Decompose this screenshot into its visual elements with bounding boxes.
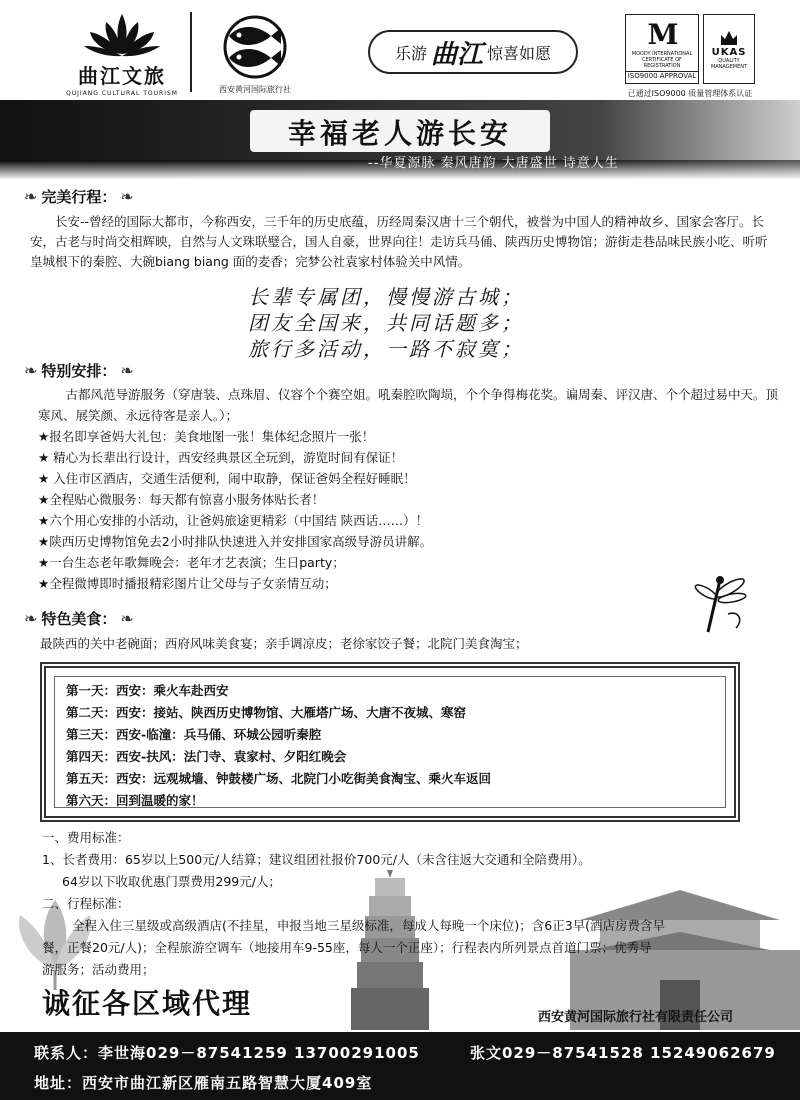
itinerary-day: 第四天：西安-扶风：法门寺、袁家村、夕阳红晚会 xyxy=(66,749,347,764)
itinerary-day: 第二天：西安：接站、陕西历史博物馆、大雁塔广场、大唐不夜城、寒窑 xyxy=(66,705,467,720)
moody-line2: CERTIFICATE OF REGISTRATION xyxy=(642,57,682,69)
slogan-badge xyxy=(368,30,578,74)
special-item: ★全程微博即时播报精彩图片让父母与子女亲情互动； xyxy=(38,576,337,591)
header xyxy=(0,0,800,100)
itinerary-day: 第五天：西安：远观城墙、钟鼓楼广场、北院门小吃街美食淘宝、乘火车返回 xyxy=(66,771,492,786)
fee-line1: 1、长者费用：65岁以上500元/人结算；建议组团社报价700元/人（未含往返大交通和全陪费用）。 xyxy=(42,852,591,867)
section-food-heading xyxy=(20,608,138,629)
special-item: ★一台生态老年歌舞晚会：老年才艺表演；生日party； xyxy=(38,555,345,570)
company-name: 西安黄河国际旅行社有限责任公司 xyxy=(538,1010,734,1025)
slogan-left: 乐游 xyxy=(394,43,427,63)
special-item: ★报名即享爸妈大礼包：美食地图一张！集体纪念照片一张！ xyxy=(38,429,375,444)
page-subtitle: --华夏源脉 秦风唐韵 大唐盛世 诗意人生 xyxy=(368,156,619,171)
itinerary-day: 第一天：西安：乘火车赴西安 xyxy=(66,683,229,698)
qujiang-logo xyxy=(62,10,182,97)
lotus-logo-icon xyxy=(82,10,162,58)
special-item: ★ 入住市区酒店，交通生活便利，闹中取静，保证爸妈全程好睡眠！ xyxy=(38,471,416,486)
dragonfly-icon xyxy=(690,570,750,640)
address-label: 地址： xyxy=(34,1074,83,1092)
moody-line1: MOODY INTERNATIONAL xyxy=(631,51,693,57)
fee-heading2: 二、行程标准： xyxy=(42,896,130,911)
contact-row xyxy=(34,1042,420,1063)
special-item: ★陕西历史博物馆免去2小时排队快速进入并安排国家高级导游员讲解。 xyxy=(38,534,433,549)
fee-line3: 全程入住三星级或高级酒店(不挂星，申报当地三星级标准，每成人每晚一个床位)；含6正3早(酒店房费含早 xyxy=(72,918,666,933)
section-food-title: 特色美食： xyxy=(41,610,117,628)
section-special-heading xyxy=(20,360,138,381)
itinerary-intro-text: 长安--曾经的国际大都市，今称西安，三千年的历史底蕴，历经周秦汉唐十三个朝代，被誉为中国人的精神故乡、国家会客厅。长安，古老与时尚交相辉映，自然与人文珠联璧合，国人自豪，世界向往！走访兵马俑、陕西历史博物馆；游街走巷品味民族小吃、听听皇城根下的秦腔、大碗biang biang 面的麦香；完梦公社袁家村体验关中风情。 xyxy=(30,214,768,269)
crown-icon xyxy=(719,29,739,47)
special-item: ★全程贴心微服务：每天都有惊喜小服务体贴长者！ xyxy=(38,492,325,507)
address-text: 西安市曲江新区雁南五路智慧大厦409室 xyxy=(82,1074,373,1092)
special-list xyxy=(38,384,778,594)
moody-iso: ISO9000 APPROVAL xyxy=(627,72,697,80)
fee-line5: 游服务；活动费用； xyxy=(42,962,155,977)
title-banner xyxy=(0,100,800,180)
scroll-ornament-icon: ❧ xyxy=(24,609,38,628)
section-special-title: 特别安排： xyxy=(41,362,117,380)
contact-1: 李世海029－87541259 13700291005 xyxy=(98,1044,420,1062)
itinerary-day: 第三天：西安-临潼：兵马俑、环城公园听秦腔 xyxy=(66,727,322,742)
section-itinerary-heading xyxy=(20,186,138,207)
itinerary-day: 第六天：回到温暖的家！ xyxy=(66,793,204,808)
moody-mark-icon: M xyxy=(647,18,677,51)
huanghe-logo xyxy=(205,14,305,95)
fish-logo-icon xyxy=(217,14,293,80)
fee-heading: 一、费用标准： xyxy=(42,830,130,845)
motto-line: 团友全国来，共同话题多； xyxy=(248,311,524,335)
logo-divider xyxy=(190,12,192,92)
slogan-right: 惊喜如愿 xyxy=(487,43,552,63)
special-item: ★六个用心安排的小活动，让爸妈旅途更精彩（中国结 陕西话……）！ xyxy=(38,513,429,528)
page-title: 幸福老人游长安 xyxy=(287,117,512,150)
ukas-cert-box xyxy=(703,14,755,84)
certification xyxy=(625,14,755,99)
fee-line4: 餐，正餐20元/人)；全程旅游空调车（地接用车9-55座，每人一个正座）；行程表内所列景点首道门票；优秀导 xyxy=(42,940,652,955)
fee-line2: 64岁以下收取优惠门票费用299元/人； xyxy=(62,874,281,889)
scroll-ornament-icon: ❧ xyxy=(120,187,134,206)
scroll-ornament-icon: ❧ xyxy=(24,187,38,206)
contact-label: 联系人： xyxy=(34,1044,99,1062)
special-item: ★ 精心为长辈出行设计，西安经典景区全玩到，游览时间有保证！ xyxy=(38,450,404,465)
slogan-mid: 曲江 xyxy=(430,39,483,70)
ukas-sub: QUALITY MANAGEMENT xyxy=(710,57,748,70)
scroll-ornament-icon: ❧ xyxy=(24,361,38,380)
special-intro: 古都风范导游服务（穿唐装、点珠眉、仪容个个赛空姐。吼秦腔吹陶埙，个个争得梅花奖。谝周秦、评汉唐、个个超过易中天。顶寒风、展笑颜、永远待客是亲人。）； xyxy=(38,387,779,423)
section-itinerary-title: 完美行程： xyxy=(41,188,117,206)
contact-2: 张文029－87541528 15249062679 xyxy=(470,1044,776,1062)
address-row xyxy=(34,1072,372,1093)
motto-line: 长辈专属团，慢慢游古城； xyxy=(248,285,524,309)
footer xyxy=(0,1032,800,1100)
motto-block xyxy=(248,284,568,362)
motto-line: 旅行多活动，一路不寂寞； xyxy=(248,337,524,361)
cert-caption: 已通过ISO9000 质量管理体系认证 xyxy=(627,89,753,98)
huanghe-logo-name: 西安黄河国际旅行社 xyxy=(219,85,291,94)
scroll-ornament-icon: ❧ xyxy=(120,361,134,380)
qujiang-logo-en: QUJIANG CULTURAL TOURISM xyxy=(66,90,178,97)
agent-recruit-text: 诚征各区域代理 xyxy=(42,987,253,1020)
scroll-ornament-icon: ❧ xyxy=(120,609,134,628)
ukas-text: UKAS xyxy=(711,46,747,58)
moody-cert-box xyxy=(625,14,699,84)
itinerary-box xyxy=(40,662,740,822)
qujiang-logo-name: 曲江文旅 xyxy=(78,64,166,88)
food-text: 最陕西的关中老碗面；西府风味美食宴；亲手调凉皮；老徐家饺子餐；北院门美食淘宝； xyxy=(40,636,528,651)
